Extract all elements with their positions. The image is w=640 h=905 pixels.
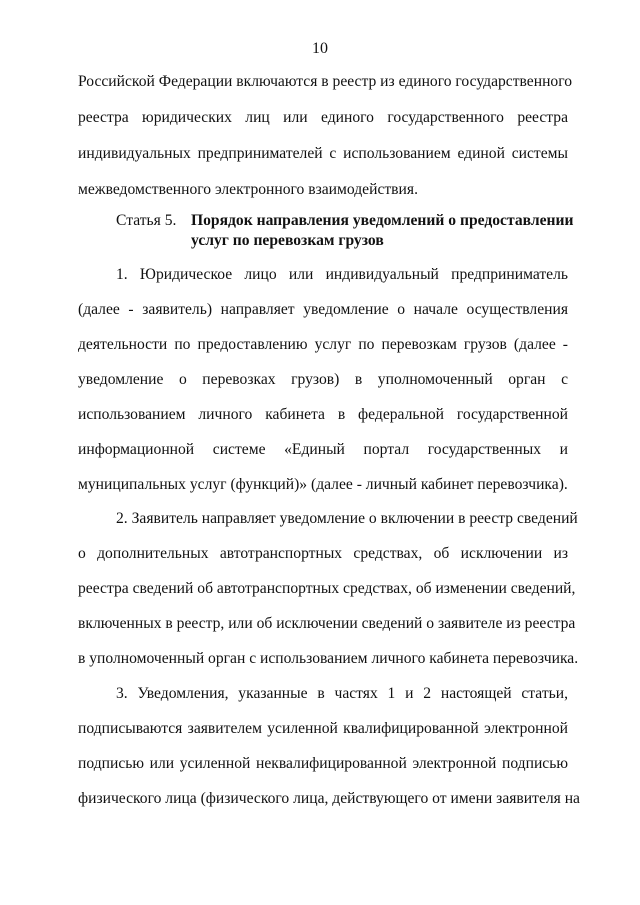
article-title-line: услуг по перевозкам грузов	[191, 232, 384, 249]
paragraph-line: муниципальных услуг (функций)» (далее - личный кабинет перевозчика).	[78, 476, 568, 493]
paragraph-line: 1. Юридическое лицо или индивидуальный предприниматель	[116, 266, 568, 283]
intro-line: реестра юридических лиц или единого государственного реестра	[78, 109, 568, 126]
paragraph-line: реестра сведений об автотранспортных средствах, об изменении сведений,	[78, 580, 576, 597]
paragraph-line: (далее - заявитель) направляет уведомление о начале осуществления	[78, 301, 568, 318]
paragraph-line: деятельности по предоставлению услуг по перевозкам грузов (далее -	[78, 336, 568, 353]
intro-line: индивидуальных предпринимателей с использованием единой системы	[78, 145, 568, 162]
article-title	[191, 211, 581, 251]
article-label: Статья 5.	[116, 212, 177, 229]
paragraph-line: информационной системе «Единый портал государственных и	[78, 441, 568, 458]
paragraph-line: уведомление о перевозках грузов) в уполномоченный орган с	[78, 371, 568, 388]
paragraph-line: подписью или усиленной неквалифицированной электронной подписью	[78, 755, 568, 772]
paragraph-line: использованием личного кабинета в федеральной государственной	[78, 406, 568, 423]
paragraph-line: 2. Заявитель направляет уведомление о включении в реестр сведений	[116, 510, 578, 527]
paragraph-line: в уполномоченный орган с использованием личного кабинета перевозчика.	[78, 650, 579, 667]
article-title-line: Порядок направления уведомлений о предоставлении	[191, 212, 574, 229]
intro-line: межведомственного электронного взаимодействия.	[78, 181, 418, 198]
paragraph-line: физического лица (физического лица, действующего от имени заявителя на	[78, 790, 580, 807]
page-number: 10	[312, 40, 328, 57]
paragraph-line: подписываются заявителем усиленной квалифицированной электронной	[78, 720, 568, 737]
paragraph-line: включенных в реестр, или об исключении сведений о заявителе из реестра	[78, 615, 576, 632]
intro-line: Российской Федерации включаются в реестр из единого государственного	[78, 73, 573, 90]
paragraph-line: 3. Уведомления, указанные в частях 1 и 2 настоящей статьи,	[116, 685, 568, 702]
paragraph-line: о дополнительных автотранспортных средствах, об исключении из	[78, 545, 568, 562]
